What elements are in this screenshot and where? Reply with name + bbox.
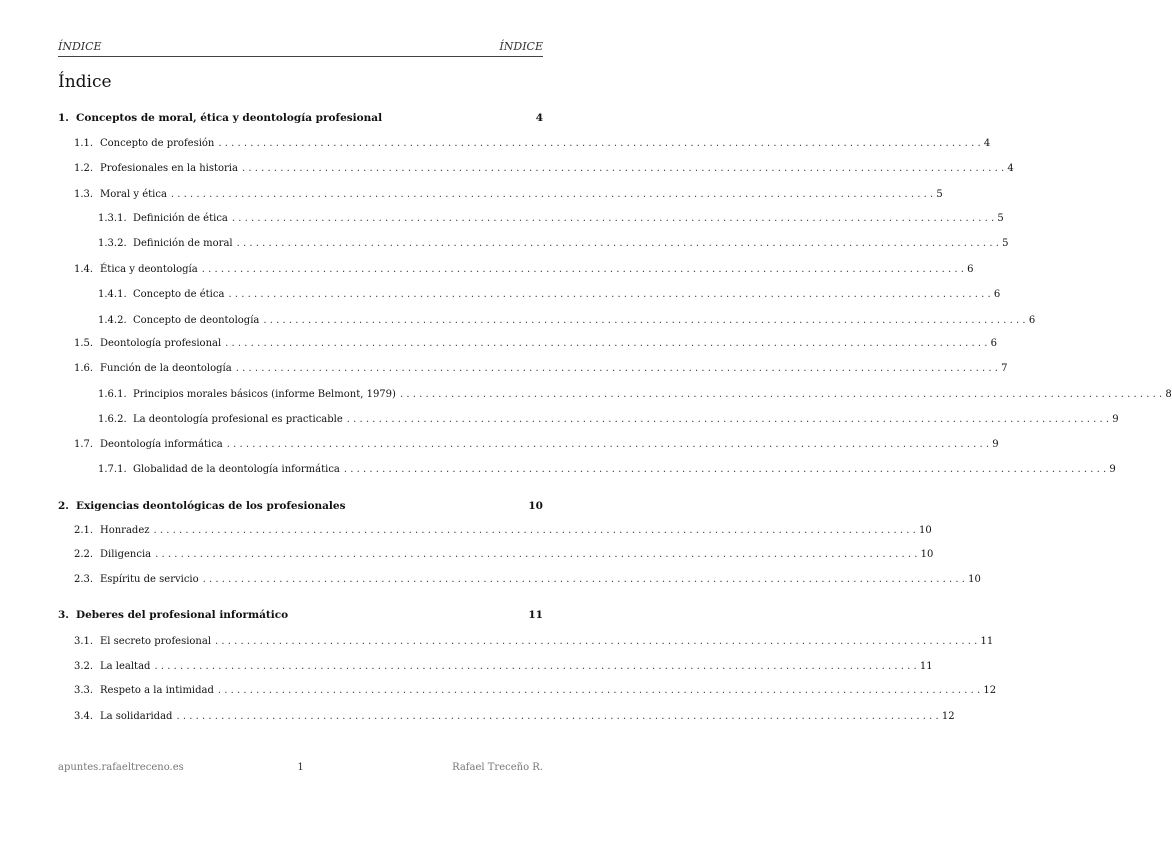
- toc-page-number: 12: [941, 711, 955, 722]
- leader-dots: ........................................................................................................................: [346, 414, 1113, 425]
- leader-dots: ........................................................................................................................: [225, 338, 991, 349]
- leader-dots: ........................................................................................................................: [155, 549, 921, 560]
- toc-entry[interactable]: [58, 462, 1116, 478]
- toc-page-number: 11: [980, 636, 994, 647]
- toc-entry[interactable]: [58, 659, 933, 675]
- leader-dots: ........................................................................................................................: [241, 163, 1008, 174]
- toc-page-number: 11: [919, 661, 933, 672]
- leader-dots: ........................................................................................................................: [228, 289, 994, 300]
- toc-entry[interactable]: [58, 547, 934, 563]
- leader-dots: ........................................................................................................................: [202, 574, 969, 585]
- toc-entry-title: Ética y deontología: [100, 262, 202, 278]
- toc-entry-number: 1.6.: [74, 363, 94, 374]
- toc-entry-title: Definición de ética: [133, 211, 232, 227]
- toc-entry[interactable]: [58, 211, 1004, 227]
- leader-dots: ........................................................................................................................: [201, 264, 968, 275]
- toc-entry-title: Conceptos de moral, ética y deontología profesional: [76, 110, 386, 126]
- toc-entry-title: Concepto de deontología: [133, 313, 263, 329]
- toc-page-number: 10: [968, 574, 981, 585]
- toc-entry[interactable]: [58, 523, 932, 539]
- toc-entry-title: Globalidad de la deontología informática: [133, 462, 344, 478]
- toc-entry-title: Concepto de profesión: [100, 136, 218, 152]
- toc-page-number: 6: [967, 264, 974, 275]
- toc-entry-title: Función de la deontología: [100, 361, 236, 377]
- leader-dots: ........................................................................................................................: [343, 464, 1110, 475]
- toc-entry-number: 2.1.: [74, 525, 94, 536]
- page-title: Índice: [58, 72, 112, 92]
- toc-entry[interactable]: [58, 387, 1172, 403]
- leader-dots: ........................................................................................................................: [235, 363, 1002, 374]
- footer-website: apuntes.rafaeltreceno.es: [58, 762, 184, 773]
- toc-entry-number: 1.6.1.: [98, 389, 127, 400]
- toc-page-number: 4: [1007, 163, 1014, 174]
- toc-page-number: 11: [528, 609, 543, 621]
- leader-dots: ........................................................................................................................: [226, 439, 993, 450]
- toc-entry-number: 1.5.: [74, 338, 94, 349]
- toc-entry-number: 1.3.2.: [98, 238, 127, 249]
- toc-page-number: 12: [983, 685, 997, 696]
- toc-entry-title: Honradez: [100, 523, 154, 539]
- toc-entry[interactable]: [58, 187, 943, 203]
- leader-dots: ........................................................................................................................: [236, 238, 1003, 249]
- toc-entry-number: 3.2.: [74, 661, 94, 672]
- toc-page-number: 5: [936, 189, 943, 200]
- toc-page-number: 6: [1028, 315, 1036, 326]
- toc-chapter[interactable]: [58, 110, 543, 126]
- toc-entry-title: Moral y ética: [100, 187, 171, 203]
- toc-entry[interactable]: [58, 709, 955, 725]
- toc-page-number: 4: [535, 112, 543, 124]
- leader-dots: ........................................................................................................................: [231, 213, 998, 224]
- toc-page-number: 9: [1109, 464, 1116, 475]
- toc-entry[interactable]: [58, 136, 991, 152]
- toc-entry-number: 1.6.2.: [98, 414, 127, 425]
- toc-entry-title: Concepto de ética: [133, 287, 228, 303]
- page-number: 1: [297, 762, 304, 773]
- toc-entry-number: 3.3.: [74, 685, 94, 696]
- toc-entry-number: 3.4.: [74, 711, 94, 722]
- header-right: ÍNDICE: [499, 40, 543, 53]
- header-left: ÍNDICE: [58, 40, 102, 53]
- leader-dots: ........................................................................................................................: [217, 685, 984, 696]
- leader-dots: ........................................................................................................................: [154, 661, 920, 672]
- toc-entry[interactable]: [58, 236, 1009, 252]
- leader-dots: ........................................................................................................................: [215, 636, 981, 647]
- toc-entry-number: 1.4.2.: [98, 315, 127, 326]
- toc-entry-number: 3.1.: [74, 636, 94, 647]
- toc-entry-number: 1.3.1.: [98, 213, 127, 224]
- toc-entry[interactable]: [58, 437, 999, 453]
- leader-dots: ........................................................................................................................: [170, 189, 937, 200]
- toc-entry[interactable]: [58, 336, 997, 352]
- toc-entry[interactable]: [58, 287, 1001, 303]
- leader-dots: ........................................................................................................................: [218, 138, 984, 149]
- toc-entry-title: Principios morales básicos (informe Belmont, 1979): [133, 387, 400, 403]
- toc-entry-number: 1.7.1.: [98, 464, 127, 475]
- toc-page-number: 6: [993, 289, 1001, 300]
- toc-page-number: 4: [983, 138, 991, 149]
- toc-entry-number: 2.3.: [74, 574, 94, 585]
- toc-entry-number: 1.2.: [74, 163, 94, 174]
- leader-dots: ........................................................................................................................: [263, 315, 1029, 326]
- leader-dots: ........................................................................................................................: [153, 525, 919, 536]
- toc-entry-title: La lealtad: [100, 659, 154, 675]
- toc-entry-title: Diligencia: [100, 547, 155, 563]
- toc-entry-title: Deberes del profesional informático: [76, 607, 292, 623]
- toc-page-number: 6: [990, 338, 997, 349]
- toc-entry-title: Exigencias deontológicas de los profesionales: [76, 498, 350, 514]
- toc-entry-number: 1.4.1.: [98, 289, 127, 300]
- toc-entry-number: 3.: [58, 609, 69, 621]
- toc-entry-title: Respeto a la intimidad: [100, 683, 218, 699]
- toc-chapter[interactable]: [58, 498, 543, 514]
- footer-author: Rafael Treceño R.: [452, 762, 543, 773]
- toc-entry-number: 1.1.: [74, 138, 94, 149]
- toc-entry-title: Definición de moral: [133, 236, 237, 252]
- toc-entry[interactable]: [58, 634, 994, 650]
- toc-chapter[interactable]: [58, 607, 543, 623]
- toc-entry-number: 2.: [58, 500, 69, 512]
- leader-dots: ........................................................................................................................: [176, 711, 942, 722]
- toc-entry[interactable]: [58, 412, 1119, 428]
- toc-entry[interactable]: [58, 572, 981, 588]
- toc-entry-number: 1.3.: [74, 189, 94, 200]
- toc-entry-number: 1.4.: [74, 264, 94, 275]
- toc-page-number: 7: [1001, 363, 1008, 374]
- toc-page-number: 9: [992, 439, 999, 450]
- toc-entry-title: La solidaridad: [100, 709, 176, 725]
- header-rule: [58, 56, 543, 57]
- toc-page-number: 10: [528, 500, 543, 512]
- toc-page-number: 5: [997, 213, 1004, 224]
- toc-entry-number: 2.2.: [74, 549, 94, 560]
- toc-page-number: 5: [1002, 238, 1009, 249]
- toc-entry-title: La deontología profesional es practicable: [133, 412, 347, 428]
- toc-entry[interactable]: [58, 683, 997, 699]
- toc-entry-title: El secreto profesional: [100, 634, 215, 650]
- toc-entry-title: Profesionales en la historia: [100, 161, 242, 177]
- toc-entry-title: Espíritu de servicio: [100, 572, 203, 588]
- toc-entry-number: 1.7.: [74, 439, 94, 450]
- toc-entry[interactable]: [58, 361, 1008, 377]
- toc-entry-title: Deontología profesional: [100, 336, 225, 352]
- toc-entry-title: Deontología informática: [100, 437, 227, 453]
- toc-entry[interactable]: [58, 313, 1036, 329]
- toc-entry[interactable]: [58, 262, 974, 278]
- leader-dots: ........................................................................................................................: [399, 389, 1166, 400]
- toc-page-number: 9: [1112, 414, 1119, 425]
- running-header: [58, 40, 543, 56]
- toc-page-number: 8: [1165, 389, 1172, 400]
- toc-page-number: 10: [920, 549, 934, 560]
- toc-entry-number: 1.: [58, 112, 69, 124]
- toc-page-number: 10: [918, 525, 932, 536]
- toc-entry[interactable]: [58, 161, 1014, 177]
